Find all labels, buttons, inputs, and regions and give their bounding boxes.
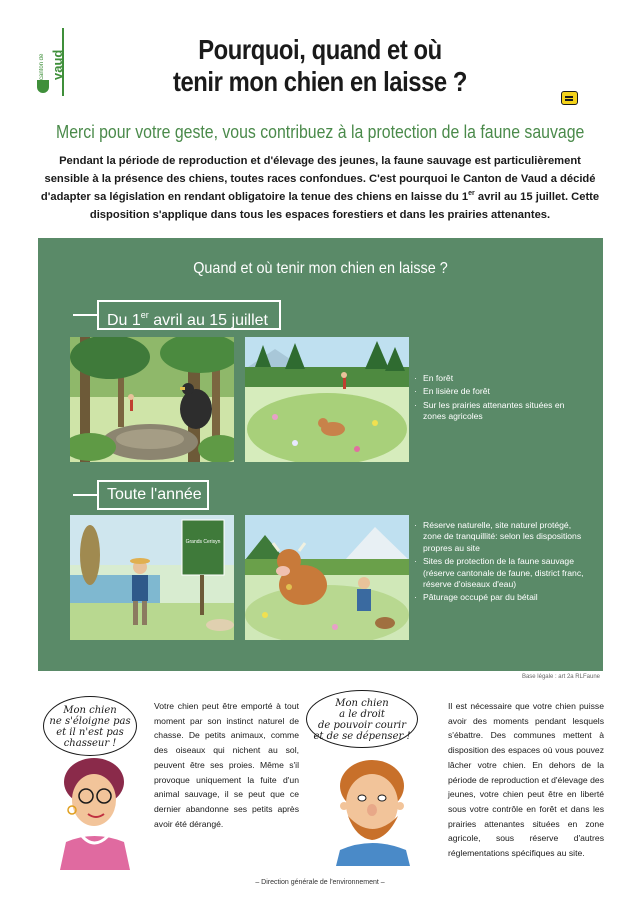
reserve-sign-text: Grands Cerisyn	[185, 539, 221, 545]
text-column-right: Il est nécessaire que votre chien puisse avoir des moments pendant lesquels s'ébattre. Des communes mettent à disposition des espaces où vous pouvez lâcher votre chien. En dehors de la période de reproduction et d'élevage des jeunes, votre chien peut être en liberté sous votre contrôle en forêt et dans les prairies attenantes situées en zone agricole, sous réserve d'autres réglementations spécifiques au site.	[448, 701, 604, 859]
vaud-shield-icon	[37, 80, 49, 93]
illustration-pasture-cow	[245, 515, 409, 640]
subtitle: Merci pour votre geste, vous contribuez à la protection de la faune sauvage	[56, 122, 585, 142]
intro-paragraph: Pendant la période de reproduction et d'élevage des jeunes, la faune sauvage est particulièrement sensible à la présence des chiens, toutes races confondues. C'est pourquoi le Canton de Vaud a décidé d'adapter sa législation en rendant obligatoire la tenue des chiens en laisse du 1er avril au 15 juillet. Cette disposition s'applique dans tous les espaces forestiers et dans les prairies attenantes.	[40, 155, 600, 221]
legal-basis: Base légale : art 2a RLFaune	[521, 674, 600, 680]
list-item: · Réserve naturelle, site naturel protégé, zone de tranquillité: selon les dispositions propres au site	[414, 520, 589, 554]
list-item: · En lisière de forêt	[414, 386, 584, 397]
man-character-illustration	[318, 746, 428, 866]
speech-bubble-man: Mon chien a le droit de pouvoir courir et de se dépenser !	[306, 690, 418, 748]
illustration-meadow-fawn	[245, 337, 409, 462]
spring-locations-list	[414, 373, 584, 425]
period-all-year-label: Toute l'année	[97, 480, 209, 510]
page-title: Pourquoi, quand et où tenir mon chien en laisse ?	[172, 34, 468, 97]
list-item: · En forêt	[414, 373, 584, 384]
speech-bubble-icon[interactable]	[561, 91, 578, 105]
text-column-left: Votre chien peut être emporté à tout moment par son instinct naturel de chasse. De petits animaux, comme des oiseaux qui nichent au sol, peuvent être ses proies. Même s'il provoque uniquement la fuite d'un animal sauvage, il se peut que ce dernier abandonne ses petits après avoir été dérangé.	[154, 701, 299, 829]
all-year-locations-list	[414, 520, 589, 606]
list-item: · Sites de protection de la faune sauvage (réserve cantonale de faune, district franc, réserve d'oiseaux d'eau)	[414, 556, 589, 590]
illustration-nature-reserve-hiker	[70, 515, 234, 640]
logo-text: canton de vaud	[39, 49, 65, 80]
speech-bubble-woman: Mon chien ne s'éloigne pas et il n'est pas chasseur !	[43, 696, 137, 756]
list-item: · Pâturage occupé par du bétail	[414, 592, 589, 603]
canton-vaud-logo	[28, 28, 64, 96]
footer-department: – Direction générale de l'environnement –	[255, 879, 385, 886]
list-item: · Sur les prairies attenantes situées en zones agricoles	[414, 400, 584, 423]
panel-title: Quand et où tenir mon chien en laisse ?	[193, 260, 448, 277]
illustration-forest-grouse	[70, 337, 234, 462]
woman-character-illustration	[52, 752, 142, 870]
period-spring-label: Du 1er avril au 15 juillet	[97, 300, 281, 330]
